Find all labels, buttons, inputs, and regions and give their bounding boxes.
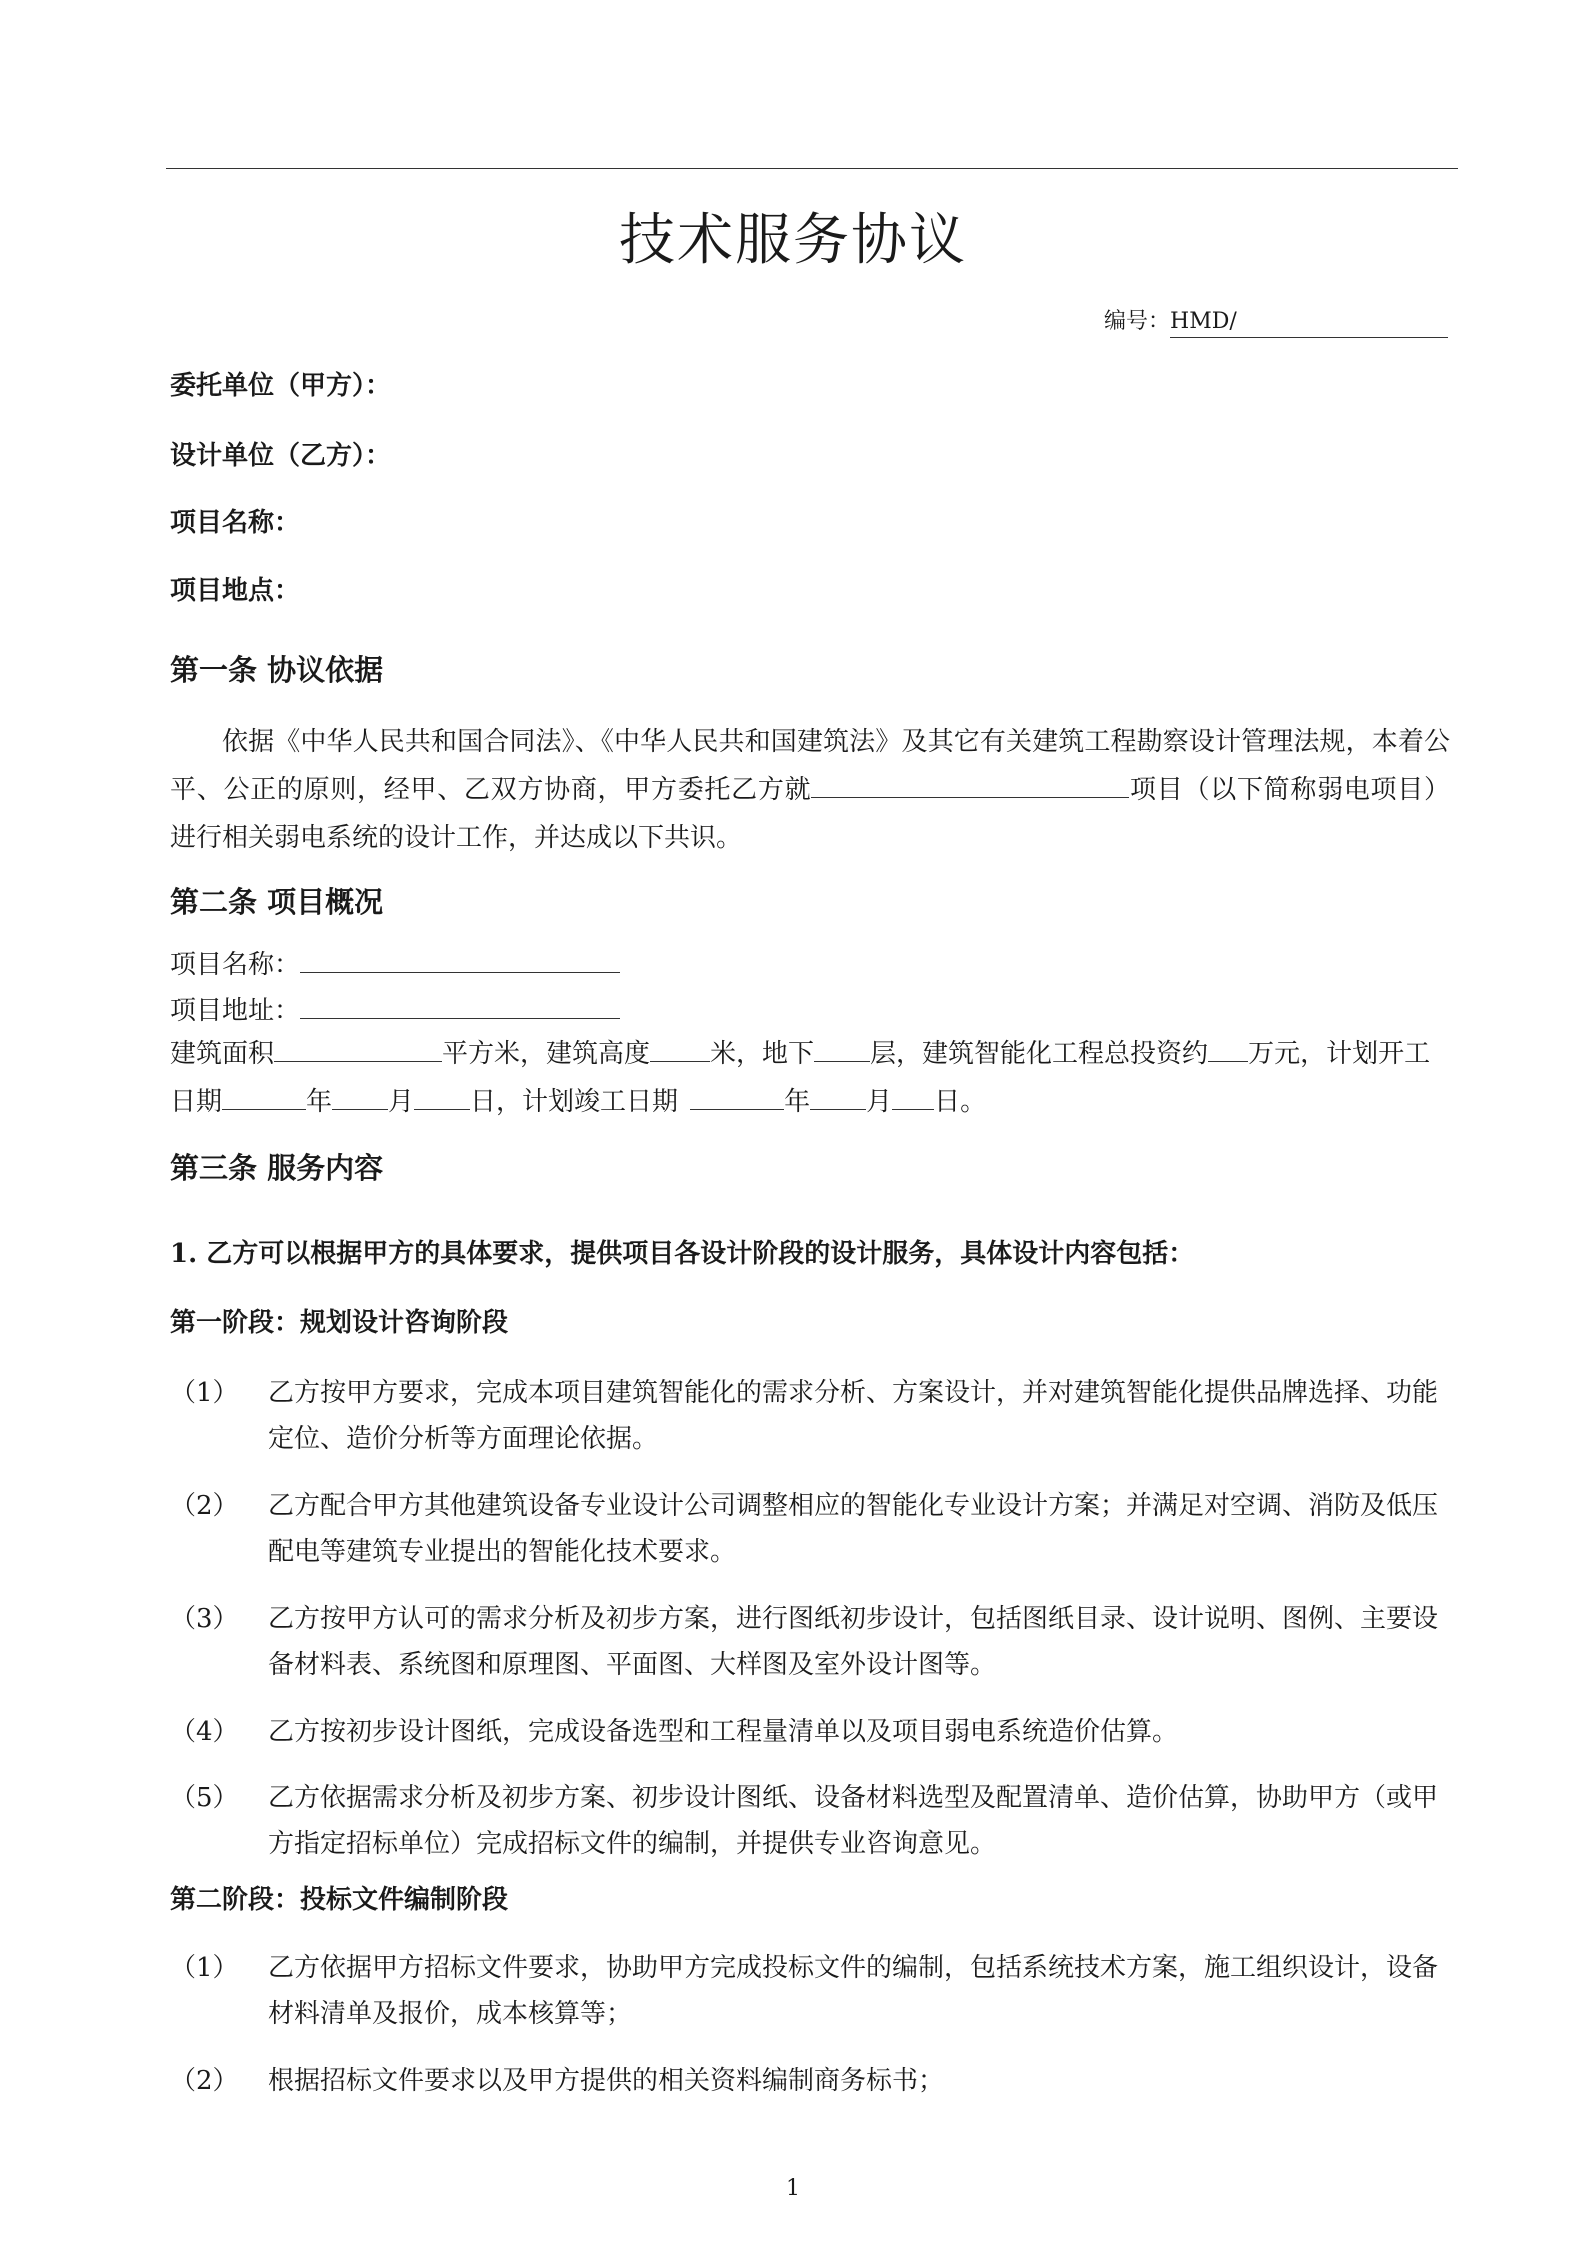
- start-date-label: 万元，计划开工日期: [170, 1039, 1431, 1117]
- project-name-label: 项目名称：: [170, 508, 301, 538]
- item-text: 乙方按甲方认可的需求分析及初步方案，进行图纸初步设计，包括图纸目录、设计说明、图例、主要设备材料表、系统图和原理图、平面图、大样图及室外设计图等。: [268, 1604, 1439, 1680]
- end-year-label: 年: [784, 1087, 811, 1117]
- phase2-heading: 第二阶段：投标文件编制阶段: [170, 1885, 509, 1915]
- overview-address-blank: [300, 988, 620, 1019]
- item-text: 根据招标文件要求以及甲方提供的相关资料编制商务标书；: [268, 2066, 945, 2096]
- start-year-blank: [222, 1079, 306, 1110]
- project-blank: [811, 767, 1129, 798]
- phase1-item-1: [170, 1370, 1460, 1462]
- start-year-label: 年: [306, 1087, 333, 1117]
- end-date-label: 日，计划竣工日期: [470, 1087, 679, 1117]
- article1-paragraph: [170, 718, 1450, 862]
- article1-text-b: 项目（以下简称弱电项目）进行相关弱电系统的设计工作，并达成以下共识。: [170, 775, 1450, 853]
- underground-label: 米，地下: [710, 1039, 815, 1069]
- article1-heading: 第一条 协议依据: [170, 653, 384, 687]
- end-day-blank: [892, 1079, 934, 1110]
- phase1-item-5: [170, 1775, 1460, 1867]
- designer-label: 设计单位（乙方）：: [170, 441, 392, 471]
- service-intro: 1. 乙方可以根据甲方的具体要求，提供项目各设计阶段的设计服务，具体设计内容包括：: [170, 1239, 1195, 1269]
- document-title: 技术服务协议: [619, 208, 967, 273]
- phase2-item-2: [170, 2058, 1460, 2104]
- area-blank: [274, 1031, 442, 1062]
- overview-name-label: 项目名称：: [170, 950, 301, 980]
- item-text: 乙方配合甲方其他建筑设备专业设计公司调整相应的智能化专业设计方案；并满足对空调、消防及低压配电等建筑专业提出的智能化技术要求。: [268, 1491, 1439, 1567]
- phase2-item-1: [170, 1945, 1460, 2037]
- end-year-blank: [690, 1079, 784, 1110]
- item-number: （2）: [170, 2066, 239, 2096]
- client-label: 委托单位（甲方）：: [170, 371, 392, 401]
- height-label: 平方米，建筑高度: [442, 1039, 651, 1069]
- end-month-blank: [810, 1079, 866, 1110]
- item-text: 乙方按甲方要求，完成本项目建筑智能化的需求分析、方案设计，并对建筑智能化提供品牌选择、功能定位、造价分析等方面理论依据。: [268, 1378, 1439, 1454]
- height-blank: [650, 1031, 710, 1062]
- end-month-label: 月: [866, 1087, 893, 1117]
- project-location-label: 项目地点：: [170, 576, 301, 606]
- item-text: 乙方按初步设计图纸，完成设备选型和工程量清单以及项目弱电系统造价估算。: [268, 1717, 1179, 1747]
- overview-name-blank: [300, 942, 620, 973]
- start-month-label: 月: [388, 1087, 415, 1117]
- item-number: （1）: [170, 1953, 239, 1983]
- overview-project-address: [170, 988, 620, 1031]
- area-label: 建筑面积: [170, 1039, 275, 1069]
- end-day-label: 日。: [934, 1087, 987, 1117]
- start-day-blank: [414, 1079, 470, 1110]
- article1-text-a: 依据《中华人民共和国合同法》、《中华人民共和国建筑法》及其它有关建筑工程勘察设计管理法规，本着公平、公正的原则，经甲、乙双方协商，甲方委托乙方就: [170, 727, 1450, 805]
- page-number: 1: [786, 2176, 800, 2201]
- item-text: 乙方依据需求分析及初步方案、初步设计图纸、设备材料选型及配置清单、造价估算，协助甲方（或甲方指定招标单位）完成招标文件的编制，并提供专业咨询意见。: [268, 1783, 1439, 1859]
- overview-details: [170, 1030, 1450, 1126]
- phase1-item-3: [170, 1596, 1460, 1688]
- start-month-blank: [332, 1079, 388, 1110]
- item-text: 乙方依据甲方招标文件要求，协助甲方完成投标文件的编制，包括系统技术方案，施工组织设计，设备材料清单及报价，成本核算等；: [268, 1953, 1439, 2029]
- phase1-item-4: [170, 1709, 1460, 1755]
- item-number: （5）: [170, 1783, 239, 1813]
- article2-heading: 第二条 项目概况: [170, 885, 384, 919]
- item-number: （3）: [170, 1604, 239, 1634]
- header-rule: [166, 168, 1458, 169]
- underground-blank: [814, 1031, 870, 1062]
- overview-project-name: [170, 942, 620, 985]
- investment-blank: [1208, 1031, 1248, 1062]
- phase1-heading: 第一阶段：规划设计咨询阶段: [170, 1308, 509, 1338]
- item-number: （2）: [170, 1491, 239, 1521]
- investment-label: 层，建筑智能化工程总投资约: [870, 1039, 1209, 1069]
- phase1-item-2: [170, 1483, 1460, 1575]
- item-number: （1）: [170, 1378, 239, 1408]
- overview-address-label: 项目地址：: [170, 996, 301, 1026]
- document-number: [1104, 304, 1448, 340]
- document-number-value: HMD/: [1170, 307, 1448, 338]
- document-number-label: 编号：: [1104, 309, 1171, 334]
- item-number: （4）: [170, 1717, 239, 1747]
- article3-heading: 第三条 服务内容: [170, 1151, 384, 1185]
